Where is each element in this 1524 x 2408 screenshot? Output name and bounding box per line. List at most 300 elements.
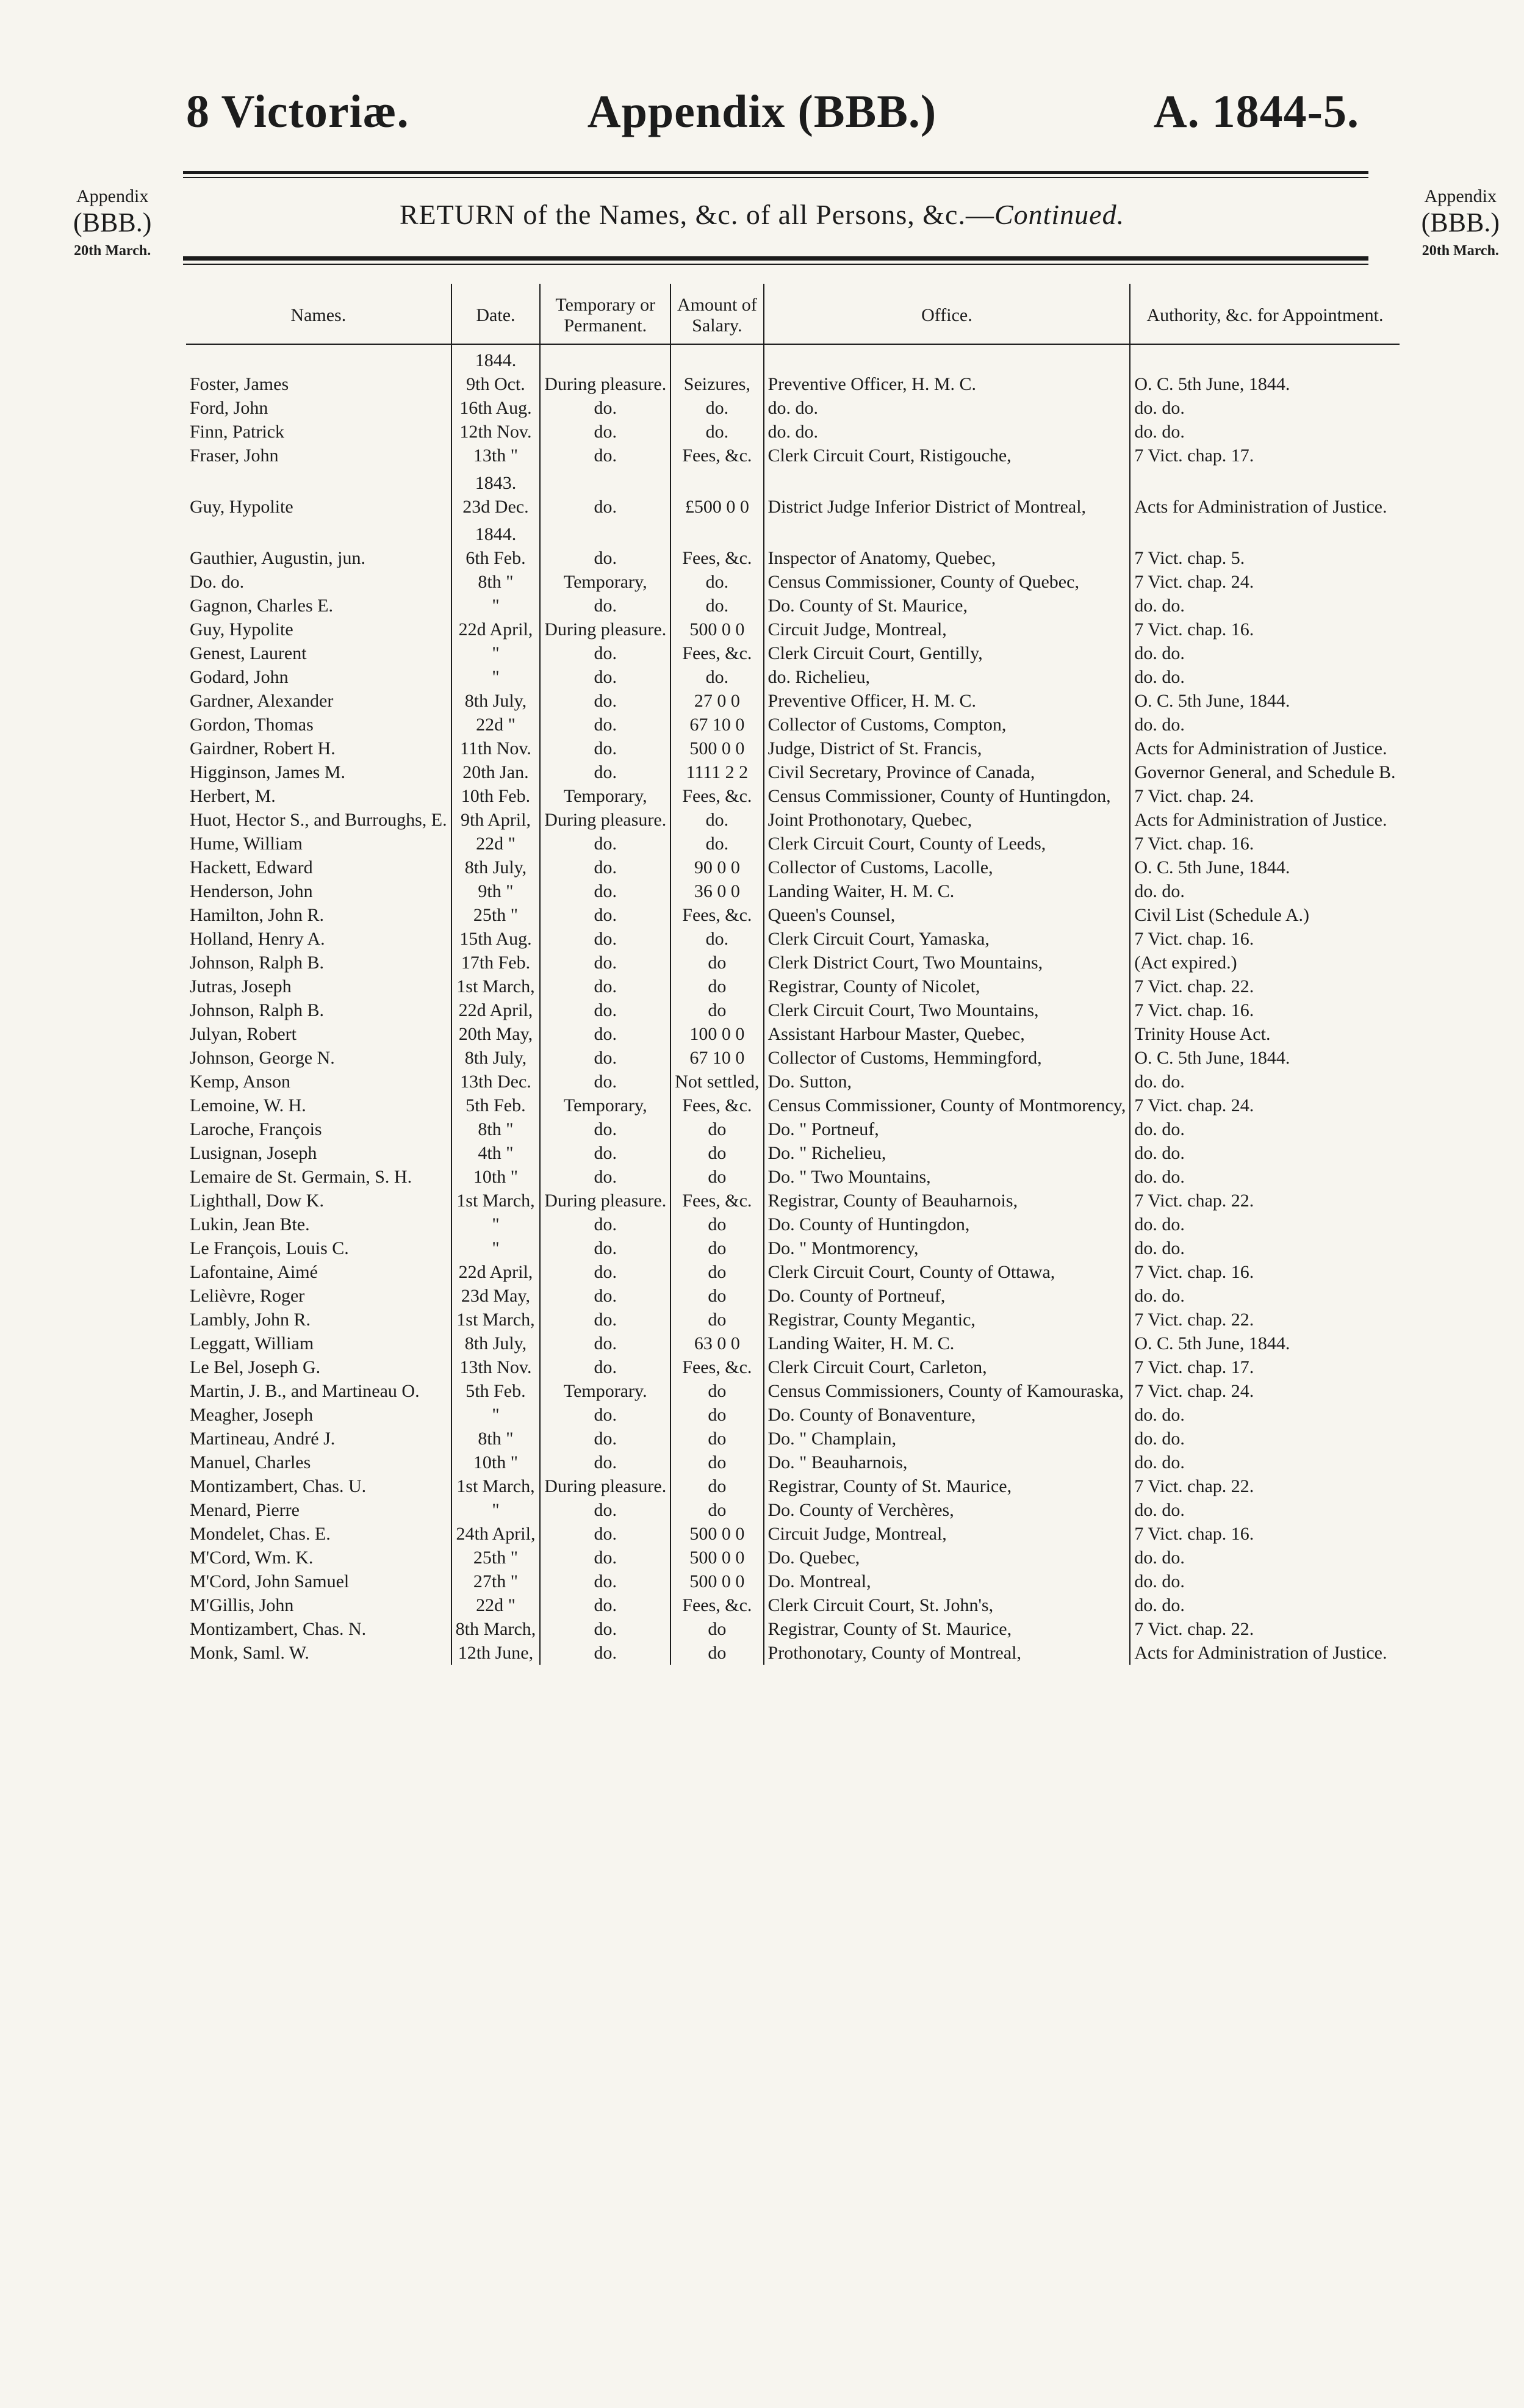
- cell-salary: do: [670, 1260, 763, 1284]
- cell-authority: do. do.: [1130, 1141, 1399, 1165]
- cell-date: 4th ": [451, 1141, 541, 1165]
- table-row: [186, 1474, 1400, 1498]
- cell-office: Registrar, County of St. Maurice,: [764, 1474, 1130, 1498]
- cell-salary: do: [670, 1617, 763, 1641]
- cell-office: District Judge Inferior District of Montreal,: [764, 495, 1130, 519]
- empty-cell: [1130, 519, 1399, 546]
- cell-name: Huot, Hector S., and Burroughs, E.: [190, 810, 447, 830]
- cell-salary: 67 10 0: [670, 713, 763, 737]
- cell-authority: do. do.: [1130, 1546, 1399, 1570]
- cell-office: Assistant Harbour Master, Quebec,: [764, 1022, 1130, 1046]
- cell-salary: do.: [670, 665, 763, 689]
- cell-salary: 500 0 0: [670, 737, 763, 760]
- table-row: [186, 618, 1400, 641]
- cell-salary: 1111 2 2: [670, 760, 763, 784]
- year-label: 1844.: [451, 519, 541, 546]
- cell-name: Lafontaine, Aimé: [190, 1262, 318, 1282]
- cell-authority: Governor General, and Schedule B.: [1130, 760, 1399, 784]
- cell-salary: Fees, &c.: [670, 1593, 763, 1617]
- cell-tenure: Temporary.: [540, 1379, 670, 1403]
- cell-date: 11th Nov.: [451, 737, 541, 760]
- cell-name: Lelièvre, Roger: [190, 1286, 305, 1306]
- return-table: [186, 284, 1400, 1665]
- table-row: [186, 879, 1400, 903]
- table-row: [186, 1141, 1400, 1165]
- cell-salary: Fees, &c.: [670, 1355, 763, 1379]
- cell-salary: do: [670, 1403, 763, 1427]
- table-row: [186, 420, 1400, 444]
- cell-name: Laroche, François: [190, 1119, 322, 1139]
- empty-cell: [186, 467, 451, 495]
- table-row: [186, 856, 1400, 879]
- caption-continued: Continued.: [994, 199, 1125, 230]
- cell-name: Lemoine, W. H.: [190, 1095, 306, 1116]
- header-rule: [183, 171, 1368, 174]
- cell-office: Preventive Officer, H. M. C.: [764, 689, 1130, 713]
- cell-tenure: do.: [540, 689, 670, 713]
- cell-authority: Acts for Administration of Justice.: [1130, 495, 1399, 519]
- cell-tenure: do.: [540, 832, 670, 856]
- cell-tenure: do.: [540, 1546, 670, 1570]
- cell-name: M'Cord, Wm. K.: [190, 1548, 314, 1568]
- cell-authority: 7 Vict. chap. 16.: [1130, 832, 1399, 856]
- cell-authority: 7 Vict. chap. 16.: [1130, 1522, 1399, 1546]
- cell-date: 23d Dec.: [451, 495, 541, 519]
- cell-tenure: do.: [540, 1332, 670, 1355]
- cell-date: 10th ": [451, 1165, 541, 1189]
- header-authority: Authority, &c. for Appointment.: [1130, 284, 1399, 344]
- cell-office: Collector of Customs, Compton,: [764, 713, 1130, 737]
- cell-office: Judge, District of St. Francis,: [764, 737, 1130, 760]
- cell-salary: 63 0 0: [670, 1332, 763, 1355]
- cell-date: 22d April,: [451, 1260, 541, 1284]
- cell-authority: do. do.: [1130, 1117, 1399, 1141]
- cell-authority: O. C. 5th June, 1844.: [1130, 856, 1399, 879]
- cell-date: 22d ": [451, 832, 541, 856]
- cell-name: Manuel, Charles: [190, 1452, 311, 1473]
- cell-office: Circuit Judge, Montreal,: [764, 1522, 1130, 1546]
- cell-salary: do: [670, 998, 763, 1022]
- cell-salary: do.: [670, 570, 763, 594]
- table-row: [186, 1189, 1400, 1213]
- cell-date: 6th Feb.: [451, 546, 541, 570]
- table-row: [186, 903, 1400, 927]
- cell-salary: do: [670, 1141, 763, 1165]
- table-row: [186, 1308, 1400, 1332]
- cell-date: 20th Jan.: [451, 760, 541, 784]
- cell-date: 8th July,: [451, 1332, 541, 1355]
- cell-name: Martin, J. B., and Martineau O.: [190, 1381, 420, 1401]
- cell-salary: do.: [670, 396, 763, 420]
- table-row: [186, 570, 1400, 594]
- cell-office: Do. County of Bonaventure,: [764, 1403, 1130, 1427]
- empty-cell: [670, 344, 763, 372]
- table-row: [186, 1070, 1400, 1094]
- cell-authority: (Act expired.): [1130, 951, 1399, 975]
- cell-date: 5th Feb.: [451, 1094, 541, 1117]
- table-row: [186, 1403, 1400, 1427]
- table-row: [186, 1236, 1400, 1260]
- cell-tenure: do.: [540, 1165, 670, 1189]
- cell-authority: Trinity House Act.: [1130, 1022, 1399, 1046]
- cell-tenure: do.: [540, 594, 670, 618]
- cell-tenure: do.: [540, 1641, 670, 1665]
- cell-authority: do. do.: [1130, 1498, 1399, 1522]
- cell-name: Higginson, James M.: [190, 762, 345, 782]
- cell-name: Foster, James: [190, 374, 289, 394]
- cell-authority: 7 Vict. chap. 22.: [1130, 1308, 1399, 1332]
- cell-salary: do.: [670, 420, 763, 444]
- cell-tenure: do.: [540, 1046, 670, 1070]
- cell-authority: Acts for Administration of Justice.: [1130, 737, 1399, 760]
- cell-authority: do. do.: [1130, 1070, 1399, 1094]
- cell-tenure: do.: [540, 1236, 670, 1260]
- cell-salary: do.: [670, 927, 763, 951]
- cell-name: Gardner, Alexander: [190, 691, 334, 711]
- cell-authority: O. C. 5th June, 1844.: [1130, 1332, 1399, 1355]
- cell-name: Holland, Henry A.: [190, 929, 325, 949]
- cell-salary: 67 10 0: [670, 1046, 763, 1070]
- cell-authority: 7 Vict. chap. 5.: [1130, 546, 1399, 570]
- cell-name: Finn, Patrick: [190, 422, 284, 442]
- cell-salary: do: [670, 1498, 763, 1522]
- cell-date: 8th ": [451, 570, 541, 594]
- cell-name: Genest, Laurent: [190, 643, 307, 663]
- cell-office: Census Commissioners, County of Kamouraska,: [764, 1379, 1130, 1403]
- cell-name: Gagnon, Charles E.: [190, 596, 333, 616]
- cell-salary: Fees, &c.: [670, 1094, 763, 1117]
- table-row: [186, 1546, 1400, 1570]
- cell-office: Registrar, County of Nicolet,: [764, 975, 1130, 998]
- cell-date: 8th ": [451, 1117, 541, 1141]
- table-row: [186, 713, 1400, 737]
- cell-name: Mondelet, Chas. E.: [190, 1524, 331, 1544]
- cell-office: Preventive Officer, H. M. C.: [764, 372, 1130, 396]
- cell-date: 25th ": [451, 1546, 541, 1570]
- cell-authority: Acts for Administration of Justice.: [1130, 808, 1399, 832]
- table-row: [186, 396, 1400, 420]
- table-row: [186, 1570, 1400, 1593]
- cell-authority: 7 Vict. chap. 16.: [1130, 927, 1399, 951]
- cell-tenure: do.: [540, 1593, 670, 1617]
- margin-left-appendix: (BBB.): [73, 207, 152, 237]
- cell-date: 9th Oct.: [451, 372, 541, 396]
- cell-salary: 36 0 0: [670, 879, 763, 903]
- cell-tenure: During pleasure.: [540, 1189, 670, 1213]
- cell-name: Martineau, André J.: [190, 1429, 336, 1449]
- cell-date: 1st March,: [451, 1189, 541, 1213]
- cell-office: Queen's Counsel,: [764, 903, 1130, 927]
- cell-name: Henderson, John: [190, 881, 313, 901]
- table-row: [186, 1451, 1400, 1474]
- cell-date: 16th Aug.: [451, 396, 541, 420]
- cell-name: Herbert, M.: [190, 786, 276, 806]
- cell-authority: 7 Vict. chap. 24.: [1130, 784, 1399, 808]
- cell-salary: Seizures,: [670, 372, 763, 396]
- cell-office: Collector of Customs, Lacolle,: [764, 856, 1130, 879]
- cell-authority: Civil List (Schedule A.): [1130, 903, 1399, 927]
- table-row: [186, 1522, 1400, 1546]
- cell-tenure: Temporary,: [540, 570, 670, 594]
- cell-office: Clerk District Court, Two Mountains,: [764, 951, 1130, 975]
- empty-cell: [670, 467, 763, 495]
- cell-salary: 500 0 0: [670, 1522, 763, 1546]
- cell-date: 1st March,: [451, 975, 541, 998]
- cell-office: Clerk Circuit Court, Carleton,: [764, 1355, 1130, 1379]
- table-row: [186, 832, 1400, 856]
- cell-office: Do. " Portneuf,: [764, 1117, 1130, 1141]
- table-row: [186, 1617, 1400, 1641]
- cell-date: 27th ": [451, 1570, 541, 1593]
- cell-date: ": [451, 1498, 541, 1522]
- cell-authority: 7 Vict. chap. 24.: [1130, 570, 1399, 594]
- cell-tenure: During pleasure.: [540, 1474, 670, 1498]
- cell-date: 8th July,: [451, 856, 541, 879]
- table-row: [186, 1046, 1400, 1070]
- cell-name: Julyan, Robert: [190, 1024, 297, 1044]
- cell-tenure: do.: [540, 444, 670, 467]
- cell-tenure: do.: [540, 879, 670, 903]
- cell-salary: 100 0 0: [670, 1022, 763, 1046]
- cell-salary: £500 0 0: [670, 495, 763, 519]
- cell-name: Le François, Louis C.: [190, 1238, 349, 1258]
- cell-office: Do. County of Portneuf,: [764, 1284, 1130, 1308]
- cell-date: 13th Dec.: [451, 1070, 541, 1094]
- cell-tenure: do.: [540, 1141, 670, 1165]
- cell-name: Lighthall, Dow K.: [190, 1191, 324, 1211]
- cell-office: Do. " Champlain,: [764, 1427, 1130, 1451]
- cell-date: 13th Nov.: [451, 1355, 541, 1379]
- cell-date: ": [451, 665, 541, 689]
- cell-salary: Fees, &c.: [670, 784, 763, 808]
- table-row: [186, 1117, 1400, 1141]
- cell-authority: do. do.: [1130, 1236, 1399, 1260]
- cell-name: M'Gillis, John: [190, 1595, 294, 1615]
- header-date: Date.: [451, 284, 541, 344]
- cell-authority: do. do.: [1130, 1451, 1399, 1474]
- cell-date: 8th ": [451, 1427, 541, 1451]
- table-row: [186, 1379, 1400, 1403]
- cell-office: Civil Secretary, Province of Canada,: [764, 760, 1130, 784]
- cell-salary: do: [670, 1641, 763, 1665]
- cell-office: Do. County of Verchères,: [764, 1498, 1130, 1522]
- empty-cell: [186, 344, 451, 372]
- cell-authority: 7 Vict. chap. 17.: [1130, 1355, 1399, 1379]
- cell-tenure: do.: [540, 737, 670, 760]
- cell-office: Registrar, County Megantic,: [764, 1308, 1130, 1332]
- cell-name: Lemaire de St. Germain, S. H.: [190, 1167, 412, 1187]
- cell-salary: Fees, &c.: [670, 641, 763, 665]
- cell-office: Clerk Circuit Court, Gentilly,: [764, 641, 1130, 665]
- year-row: [186, 519, 1400, 546]
- cell-name: Lambly, John R.: [190, 1310, 311, 1330]
- cell-date: 20th May,: [451, 1022, 541, 1046]
- table-row: [186, 1593, 1400, 1617]
- cell-tenure: do.: [540, 546, 670, 570]
- margin-right-label: Appendix: [1424, 186, 1497, 206]
- cell-date: ": [451, 1213, 541, 1236]
- cell-authority: do. do.: [1130, 1213, 1399, 1236]
- cell-salary: Fees, &c.: [670, 546, 763, 570]
- cell-name: Godard, John: [190, 667, 289, 687]
- cell-tenure: do.: [540, 975, 670, 998]
- table-row: [186, 1427, 1400, 1451]
- cell-name: Gordon, Thomas: [190, 715, 314, 735]
- cell-tenure: do.: [540, 856, 670, 879]
- table-row: [186, 1094, 1400, 1117]
- cell-tenure: do.: [540, 1284, 670, 1308]
- year-label: 1844.: [451, 344, 541, 372]
- cell-office: Do. Montreal,: [764, 1570, 1130, 1593]
- cell-date: 23d May,: [451, 1284, 541, 1308]
- cell-tenure: do.: [540, 1117, 670, 1141]
- cell-salary: 27 0 0: [670, 689, 763, 713]
- cell-tenure: do.: [540, 951, 670, 975]
- table-row: [186, 927, 1400, 951]
- cell-authority: do. do.: [1130, 665, 1399, 689]
- cell-date: 8th July,: [451, 689, 541, 713]
- cell-tenure: do.: [540, 495, 670, 519]
- cell-authority: 7 Vict. chap. 24.: [1130, 1094, 1399, 1117]
- cell-salary: do: [670, 1474, 763, 1498]
- cell-salary: do: [670, 1213, 763, 1236]
- cell-authority: O. C. 5th June, 1844.: [1130, 689, 1399, 713]
- table-body: [186, 344, 1400, 1665]
- cell-tenure: do.: [540, 665, 670, 689]
- header-appendix-title: Appendix (BBB.): [587, 86, 937, 137]
- cell-office: do. do.: [764, 420, 1130, 444]
- table-row: [186, 665, 1400, 689]
- table-row: [186, 1165, 1400, 1189]
- table-row: [186, 372, 1400, 396]
- cell-office: Inspector of Anatomy, Quebec,: [764, 546, 1130, 570]
- cell-tenure: do.: [540, 927, 670, 951]
- cell-date: ": [451, 594, 541, 618]
- table-row: [186, 1284, 1400, 1308]
- table-row: [186, 594, 1400, 618]
- year-row: [186, 344, 1400, 372]
- empty-cell: [764, 467, 1130, 495]
- table-row: [186, 1260, 1400, 1284]
- header-amount: Amount of Salary.: [670, 284, 763, 344]
- cell-name: Montizambert, Chas. N.: [190, 1619, 367, 1639]
- cell-tenure: do.: [540, 1522, 670, 1546]
- cell-authority: do. do.: [1130, 1284, 1399, 1308]
- cell-authority: O. C. 5th June, 1844.: [1130, 1046, 1399, 1070]
- header-office: Office.: [764, 284, 1130, 344]
- cell-office: Clerk Circuit Court, St. John's,: [764, 1593, 1130, 1617]
- cell-salary: Fees, &c.: [670, 1189, 763, 1213]
- cell-authority: do. do.: [1130, 594, 1399, 618]
- cell-office: Census Commissioner, County of Montmorency,: [764, 1094, 1130, 1117]
- cell-salary: do: [670, 1117, 763, 1141]
- cell-salary: do: [670, 1284, 763, 1308]
- caption-rule: [183, 256, 1368, 261]
- cell-tenure: do.: [540, 1570, 670, 1593]
- year-row: [186, 467, 1400, 495]
- cell-tenure: do.: [540, 1355, 670, 1379]
- cell-salary: do: [670, 1379, 763, 1403]
- cell-tenure: During pleasure.: [540, 808, 670, 832]
- cell-salary: 500 0 0: [670, 618, 763, 641]
- cell-salary: do: [670, 1165, 763, 1189]
- cell-date: 12th June,: [451, 1641, 541, 1665]
- cell-salary: do: [670, 951, 763, 975]
- cell-date: 24th April,: [451, 1522, 541, 1546]
- cell-authority: do. do.: [1130, 1427, 1399, 1451]
- cell-name: Montizambert, Chas. U.: [190, 1476, 367, 1496]
- cell-authority: do. do.: [1130, 1593, 1399, 1617]
- empty-cell: [540, 519, 670, 546]
- cell-tenure: do.: [540, 1617, 670, 1641]
- cell-name: Guy, Hypolite: [190, 497, 293, 517]
- table-row: [186, 1355, 1400, 1379]
- cell-office: do. Richelieu,: [764, 665, 1130, 689]
- cell-salary: 90 0 0: [670, 856, 763, 879]
- table-row: [186, 951, 1400, 975]
- cell-salary: Fees, &c.: [670, 903, 763, 927]
- cell-date: 22d April,: [451, 998, 541, 1022]
- cell-date: 15th Aug.: [451, 927, 541, 951]
- cell-tenure: do.: [540, 1451, 670, 1474]
- cell-authority: 7 Vict. chap. 22.: [1130, 1474, 1399, 1498]
- cell-office: Clerk Circuit Court, County of Leeds,: [764, 832, 1130, 856]
- cell-authority: do. do.: [1130, 1403, 1399, 1427]
- cell-office: Census Commissioner, County of Huntingdon,: [764, 784, 1130, 808]
- cell-authority: 7 Vict. chap. 16.: [1130, 998, 1399, 1022]
- cell-salary: do.: [670, 832, 763, 856]
- cell-name: Guy, Hypolite: [190, 619, 293, 640]
- cell-date: 22d April,: [451, 618, 541, 641]
- cell-authority: do. do.: [1130, 879, 1399, 903]
- cell-office: Do. " Beauharnois,: [764, 1451, 1130, 1474]
- cell-authority: Acts for Administration of Justice.: [1130, 1641, 1399, 1665]
- cell-name: Hamilton, John R.: [190, 905, 325, 925]
- cell-name: Le Bel, Joseph G.: [190, 1357, 321, 1377]
- cell-salary: 500 0 0: [670, 1546, 763, 1570]
- cell-authority: 7 Vict. chap. 22.: [1130, 975, 1399, 998]
- table-row: [186, 546, 1400, 570]
- cell-date: ": [451, 1236, 541, 1260]
- cell-name: Johnson, Ralph B.: [190, 1000, 325, 1020]
- cell-salary: do: [670, 1451, 763, 1474]
- cell-office: Circuit Judge, Montreal,: [764, 618, 1130, 641]
- table-row: [186, 808, 1400, 832]
- cell-name: Do. do.: [190, 572, 245, 592]
- table-header-row: [186, 284, 1400, 344]
- cell-office: Do. " Montmorency,: [764, 1236, 1130, 1260]
- cell-date: 25th ": [451, 903, 541, 927]
- cell-date: 8th July,: [451, 1046, 541, 1070]
- cell-office: Clerk Circuit Court, Two Mountains,: [764, 998, 1130, 1022]
- cell-date: 10th ": [451, 1451, 541, 1474]
- cell-date: 17th Feb.: [451, 951, 541, 975]
- cell-office: Do. Quebec,: [764, 1546, 1130, 1570]
- table-row: [186, 1213, 1400, 1236]
- cell-date: 12th Nov.: [451, 420, 541, 444]
- cell-name: Gauthier, Augustin, jun.: [190, 548, 365, 568]
- cell-name: Leggatt, William: [190, 1333, 314, 1354]
- table-row: [186, 760, 1400, 784]
- cell-name: Johnson, Ralph B.: [190, 953, 325, 973]
- cell-authority: do. do.: [1130, 1570, 1399, 1593]
- cell-name: Fraser, John: [190, 445, 279, 466]
- cell-authority: 7 Vict. chap. 16.: [1130, 1260, 1399, 1284]
- cell-name: Lukin, Jean Bte.: [190, 1214, 310, 1235]
- cell-date: 1st March,: [451, 1308, 541, 1332]
- cell-office: do. do.: [764, 396, 1130, 420]
- cell-office: Do. " Richelieu,: [764, 1141, 1130, 1165]
